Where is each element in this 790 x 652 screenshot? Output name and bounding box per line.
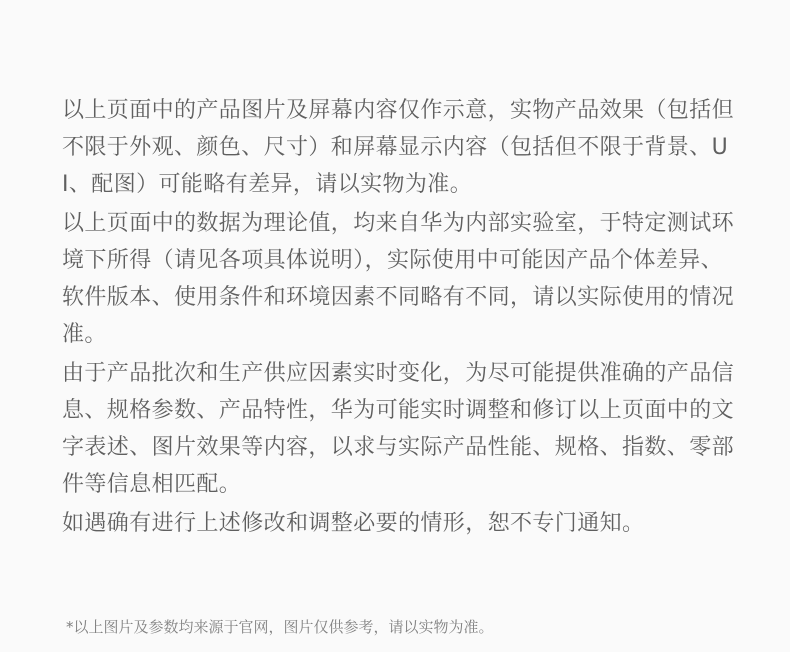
disclaimer-paragraph-notice: 如遇确有进行上述修改和调整必要的情形，恕不专门通知。 bbox=[62, 511, 645, 536]
disclaimer-paragraph-images: 以上页面中的产品图片及屏幕内容仅作示意，实物产品效果（包括但不限于外观、颜色、尺寸）和屏幕显示内容（包括但不限于背景、UI、配图）可能略有差异，请以实物为准。 bbox=[62, 98, 735, 197]
disclaimer-text-block bbox=[62, 92, 738, 544]
footnote: *以上图片及参数均来源于官网，图片仅供参考，请以实物为准。 bbox=[66, 618, 494, 636]
disclaimer-paragraph-data: 以上页面中的数据为理论值，均来自华为内部实验室，于特定测试环境下所得（请见各项具体说明），实际使用中可能因产品个体差异、软件版本、使用条件和环境因素不同略有不同，请以实际使用的情况准。 bbox=[62, 211, 735, 347]
disclaimer-paragraph-revision: 由于产品批次和生产供应因素实时变化，为尽可能提供准确的产品信息、规格参数、产品特性，华为可能实时调整和修订以上页面中的文字表述、图片效果等内容，以求与实际产品性能、规格、指数、零部件等信息相匹配。 bbox=[62, 361, 735, 497]
